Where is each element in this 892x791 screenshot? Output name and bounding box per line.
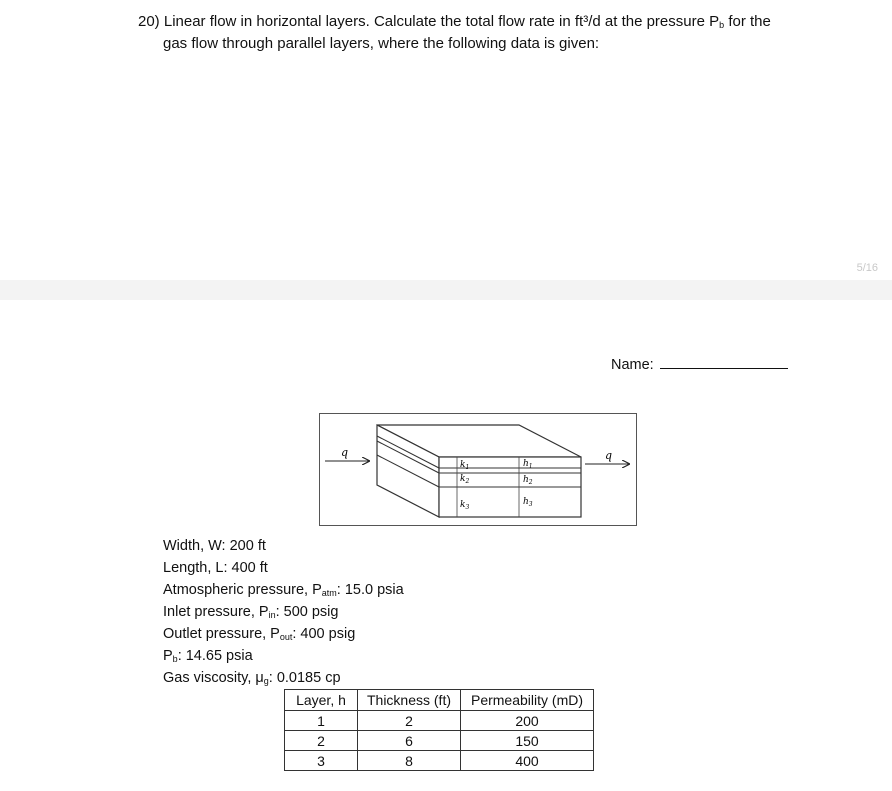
cell-thickness: 8 (358, 751, 461, 771)
cell-thickness: 6 (358, 731, 461, 751)
cell-layer: 3 (285, 751, 358, 771)
cell-permeability: 200 (461, 711, 594, 731)
cell-permeability: 400 (461, 751, 594, 771)
k2-label: $k_2$ (460, 474, 470, 485)
table-row (285, 711, 594, 731)
h2-label: $h_2$ (523, 475, 533, 486)
given-gas-viscosity: Gas viscosity, $\mu_g$: 0.0185 cp (163, 670, 341, 686)
table-row (285, 731, 594, 751)
given-width: Width, W: 200 ft (163, 538, 266, 554)
layer-properties-table (284, 689, 594, 771)
cell-layer: 2 (285, 731, 358, 751)
name-field (611, 356, 788, 373)
header-permeability: Permeability (mD) (461, 690, 594, 711)
page-number: 5/16 (856, 262, 878, 274)
question-line-1: 20) Linear flow in horizontal layers. Calculate the total flow rate in ft³/d at the pressure $P_b$ for the (138, 13, 771, 30)
inflow-q-label: q (341, 446, 349, 459)
given-inlet-pressure: Inlet pressure, $P_{in}$: 500 psig (163, 604, 339, 620)
name-label: Name: (611, 357, 654, 373)
page-separator (0, 280, 892, 300)
table-header-row (285, 690, 594, 711)
header-layer: Layer, h (285, 690, 358, 711)
header-thickness: Thickness (ft) (358, 690, 461, 711)
name-blank-line[interactable] (660, 356, 788, 369)
given-atm-pressure: Atmospheric pressure, $P_{atm}$: 15.0 psia (163, 582, 404, 598)
outflow-q-label: q (605, 449, 613, 462)
given-outlet-pressure: Outlet pressure, $P_{out}$: 400 psig (163, 626, 356, 642)
cell-layer: 1 (285, 711, 358, 731)
h1-label: $h_1$ (523, 459, 533, 470)
table-row (285, 751, 594, 771)
cell-thickness: 2 (358, 711, 461, 731)
given-length: Length, L: 400 ft (163, 560, 268, 576)
h3-label: $h_3$ (523, 497, 533, 508)
given-base-pressure: $P_b$: 14.65 psia (163, 648, 253, 664)
page-1 (0, 0, 892, 280)
question-line-2: gas flow through parallel layers, where the following data is given: (163, 35, 600, 52)
k1-label: $k_1$ (460, 460, 470, 471)
cell-permeability: 150 (461, 731, 594, 751)
layered-reservoir-figure (319, 413, 637, 526)
k3-label: $k_3$ (460, 500, 470, 511)
